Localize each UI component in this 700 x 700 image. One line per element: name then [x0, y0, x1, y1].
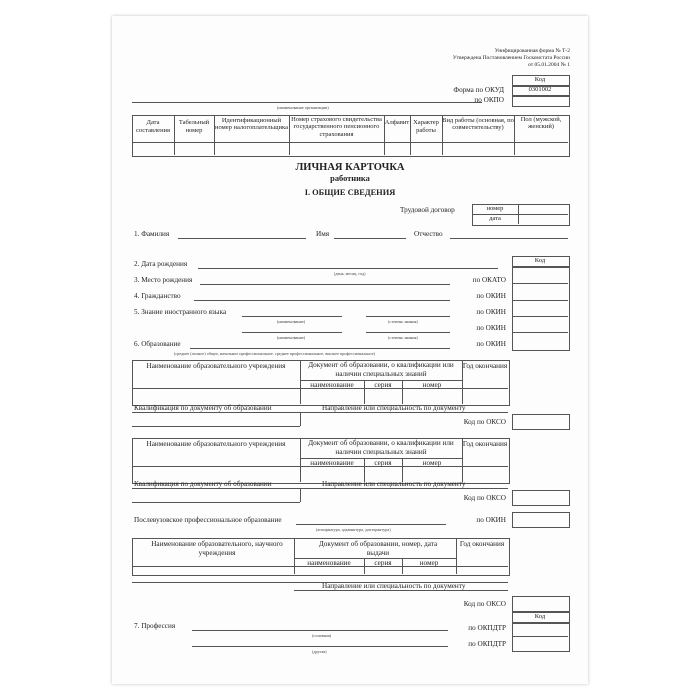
postgrad-okin: по ОКИН: [476, 516, 506, 524]
sci-okso: Код по ОКСО: [463, 600, 506, 608]
okin-4-label: по ОКИН: [476, 340, 506, 348]
sci-doc-number: номер: [419, 559, 439, 567]
language-label: 5. Знание иностранного языка: [134, 308, 227, 316]
sci-document: Документ об образовании, номер, дата выдачи: [318, 540, 438, 557]
profession-main-caption: (основная): [312, 633, 332, 638]
contract-label: Трудовой договор: [400, 206, 455, 214]
citizenship-label: 4. Гражданство: [134, 292, 181, 300]
surname-field[interactable]: [178, 238, 306, 239]
okpdtr-1-label: по ОКПДТР: [468, 624, 506, 632]
col-snils: Номер страхового свидетельства государственного пенсионного страхования: [291, 116, 382, 138]
language-level-field[interactable]: [366, 316, 450, 317]
contract-number: номер: [486, 205, 504, 212]
postgrad-label: Послевузовское профессиональное образование: [134, 516, 282, 524]
name-label: Имя: [316, 230, 330, 238]
col-tab-number: Табельный номер: [178, 119, 210, 134]
patronymic-field[interactable]: [450, 238, 568, 239]
edu1-year: Год окончания: [462, 362, 508, 370]
patronymic-label: Отчество: [414, 230, 443, 238]
sci-doc-series: серия: [374, 559, 392, 567]
edu2-year: Год окончания: [462, 440, 508, 448]
citizenship-field[interactable]: [194, 300, 450, 301]
okin-1-label: по ОКИН: [476, 292, 506, 300]
col-alphabet: Алфавит: [384, 119, 410, 126]
col-inn: Идентификационный номер налогоплательщика: [215, 117, 288, 132]
birth-place-label: 3. Место рождения: [134, 276, 193, 284]
edu2-doc-series: серия: [374, 459, 392, 467]
postgrad-okin-box[interactable]: [512, 512, 570, 528]
lang-name-caption: (наименование): [277, 319, 306, 324]
org-name-line[interactable]: [132, 102, 482, 103]
edu2-doc-number: номер: [422, 459, 442, 467]
profession-label: 7. Профессия: [134, 622, 176, 630]
edu2-qualification-field[interactable]: [132, 502, 300, 503]
okato-label: по ОКАТО: [472, 276, 506, 284]
code-header: Код: [534, 76, 546, 83]
edu2-okso-box[interactable]: [512, 490, 570, 506]
birth-date-field[interactable]: [198, 268, 498, 269]
birth-date-label: 2. Дата рождения: [134, 260, 188, 268]
edu2-direction: Направление или специальность по документу: [322, 480, 466, 488]
profession-other-field[interactable]: [192, 646, 448, 647]
card-subtitle: работника: [330, 174, 370, 183]
profession-codes-box[interactable]: [512, 622, 570, 652]
profession-other-caption: (другая): [312, 649, 327, 654]
form-sheet: [112, 16, 588, 684]
edu1-institution: Наименование образовательного учреждения: [146, 362, 286, 370]
form-approved-label: Утверждена Постановлением Госкомстата России: [452, 55, 570, 61]
edu1-doc-name: наименование: [310, 381, 354, 389]
col-gender: Пол (мужской, женский): [520, 116, 562, 131]
sci-institution: Наименование образовательного, научного учреждения: [151, 540, 283, 557]
edu1-qualification-field[interactable]: [132, 426, 300, 427]
edu1-document: Документ об образовании, о квалификации или наличии специальных знаний: [308, 361, 454, 378]
lang-level-caption-2: (степень знания): [388, 335, 418, 340]
language-field-2[interactable]: [242, 332, 342, 333]
okud-value: 0301002: [528, 86, 552, 93]
col-work-nature: Характер работы: [413, 119, 439, 134]
form-unified-label: Унифицированная форма № Т-2: [494, 48, 570, 54]
edu1-doc-number: номер: [422, 381, 442, 389]
birth-date-caption: (день, месяц, год): [334, 271, 366, 276]
edu1-okso: Код по ОКСО: [463, 418, 506, 426]
form-date-label: от 05.01.2004 № 1: [528, 62, 570, 68]
card-title: ЛИЧНАЯ КАРТОЧКА: [295, 162, 405, 173]
col-date: Дата составления: [135, 119, 171, 134]
okin-2-label: по ОКИН: [476, 308, 506, 316]
lang-level-caption: (степень знания): [388, 319, 418, 324]
birth-place-field[interactable]: [200, 284, 450, 285]
sci-year: Год окончания: [459, 540, 505, 548]
postgrad-field[interactable]: [296, 524, 446, 525]
edu2-document: Документ об образовании, о квалификации или наличии специальных знаний: [308, 439, 454, 456]
language-level-field-2[interactable]: [366, 332, 450, 333]
personal-codes-box: [512, 266, 570, 351]
okpo-label: по ОКПО: [474, 96, 504, 104]
language-field[interactable]: [242, 316, 342, 317]
org-name-caption: (наименование организации): [277, 105, 329, 110]
okud-label: Форма по ОКУД: [453, 86, 504, 94]
edu2-okso: Код по ОКСО: [463, 494, 506, 502]
col-work-type: Вид работы (основная, по совместительству): [442, 117, 514, 132]
edu2-doc-name: наименование: [310, 459, 354, 467]
sci-direction: Направление или специальность по документу: [322, 582, 466, 590]
okpdtr-2-label: по ОКПДТР: [468, 640, 506, 648]
name-field[interactable]: [334, 238, 406, 239]
edu1-okso-box[interactable]: [512, 414, 570, 430]
section-title: I. ОБЩИЕ СВЕДЕНИЯ: [304, 188, 396, 197]
edu2-qualification: Квалификация по документу об образовании: [134, 480, 272, 488]
edu1-doc-series: серия: [374, 381, 392, 389]
profession-main-field[interactable]: [192, 630, 448, 631]
code-personal: Код: [534, 257, 546, 264]
lang-name-caption-2: (наименование): [277, 335, 306, 340]
profession-code-header: Код: [534, 613, 546, 620]
postgrad-caption: (аспирантура, адъюнктура, докторантура): [316, 527, 391, 532]
edu1-direction: Направление или специальность по документу: [322, 404, 466, 412]
education-field[interactable]: [190, 348, 450, 349]
edu2-institution: Наименование образовательного учреждения: [146, 440, 286, 448]
edu1-qualification: Квалификация по документу об образовании: [134, 404, 272, 412]
surname-label: 1. Фамилия: [134, 230, 170, 238]
education-label: 6. Образование: [134, 340, 181, 348]
sci-doc-name: наименование: [307, 559, 351, 567]
education-caption: (среднее (полное) общее, начальное профессиональное, среднее профессиональное, высшее профессиональное): [174, 351, 375, 356]
sci-okso-box[interactable]: [512, 596, 570, 612]
okpo-box[interactable]: [512, 95, 570, 107]
contract-date: дата: [489, 215, 501, 222]
okin-3-label: по ОКИН: [476, 324, 506, 332]
